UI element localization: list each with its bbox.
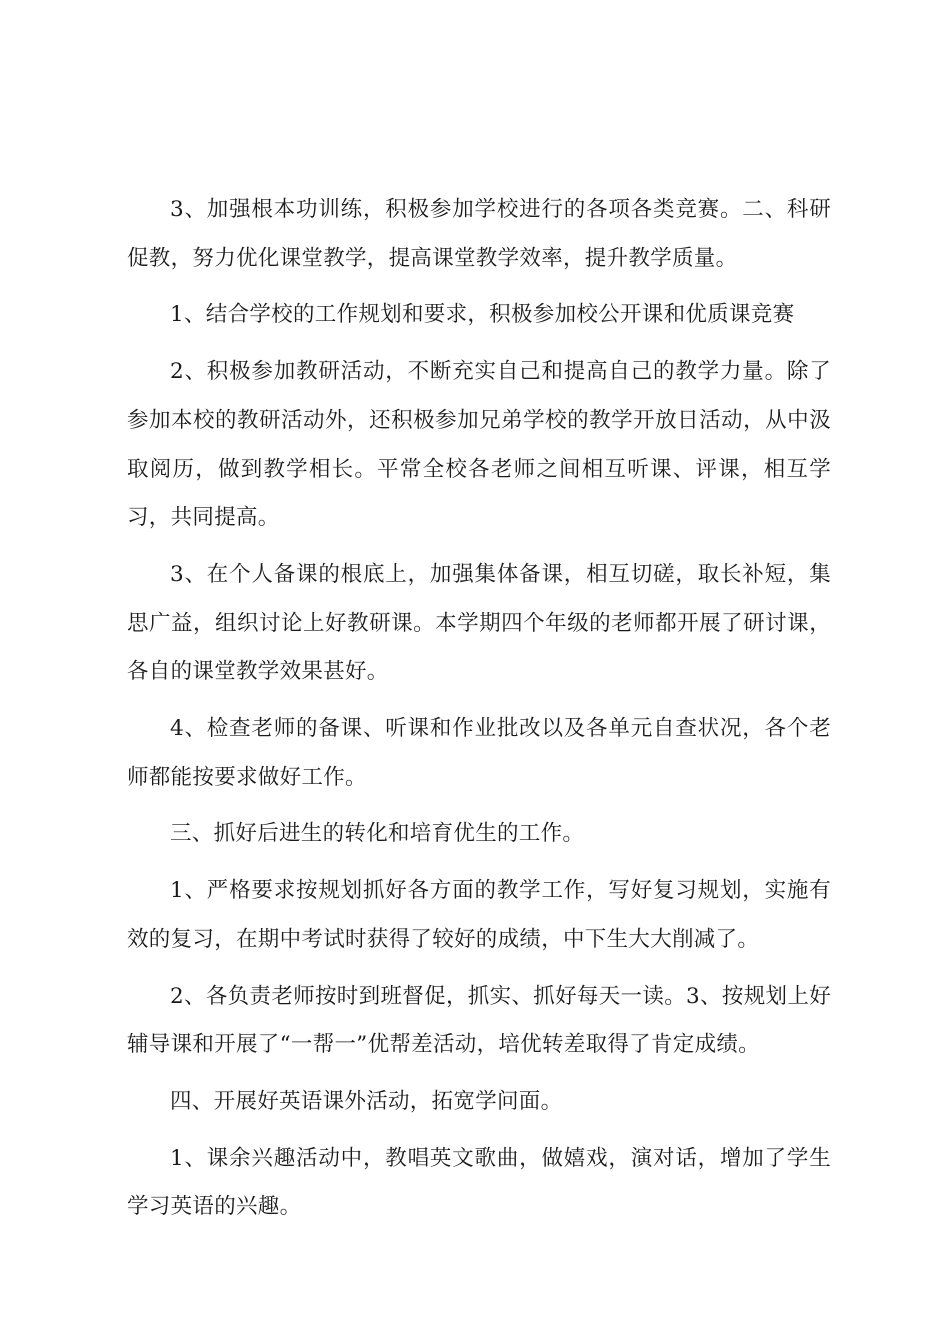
paragraph-3: 2、积极参加教研活动，不断充实自己和提高自己的教学力量。除了参加本校的教研活动外，还积极参加兄弟学校的教学开放日活动，从中汲取阅历，做到教学相长。平常全校各老师之间相互听课、评课，相互学习，共同提高。 bbox=[127, 359, 831, 531]
section-heading-3: 三、抓好后进生的转化和培育优生的工作。 bbox=[170, 821, 585, 847]
paragraph-8: 2、各负责老师按时到班督促，抓实、抓好每天一读。3、按规划上好辅导课和开展了“一帮一”优帮差活动，培优转差取得了肯定成绩。 bbox=[127, 983, 831, 1058]
paragraph-10: 1、课余兴趣活动中，教唱英文歌曲，做嬉戏，演对话，增加了学生学习英语的兴趣。 bbox=[127, 1145, 831, 1220]
paragraph-5: 4、检查老师的备课、听课和作业批改以及各单元自查状况，各个老师都能按要求做好工作。 bbox=[127, 716, 831, 790]
paragraph-7: 1、严格要求按规划抓好各方面的教学工作，写好复习规划，实施有效的复习，在期中考试时获得了较好的成绩，中下生大大削减了。 bbox=[127, 878, 831, 952]
section-heading-4: 四、开展好英语课外活动，拓宽学问面。 bbox=[170, 1088, 563, 1114]
document-body bbox=[127, 186, 831, 1240]
paragraph-2: 1、结合学校的工作规划和要求，积极参加校公开课和优质课竞赛 bbox=[170, 302, 795, 328]
paragraph-1: 3、加强根本功训练，积极参加学校进行的各项各类竞赛。二、科研促教，努力优化课堂教学，提高课堂教学效率，提升教学质量。 bbox=[127, 197, 831, 271]
paragraph-4: 3、在个人备课的根底上，加强集体备课，相互切磋，取长补短，集思广益，组织讨论上好教研课。本学期四个年级的老师都开展了研讨课，各自的课堂教学效果甚好。 bbox=[127, 561, 831, 685]
